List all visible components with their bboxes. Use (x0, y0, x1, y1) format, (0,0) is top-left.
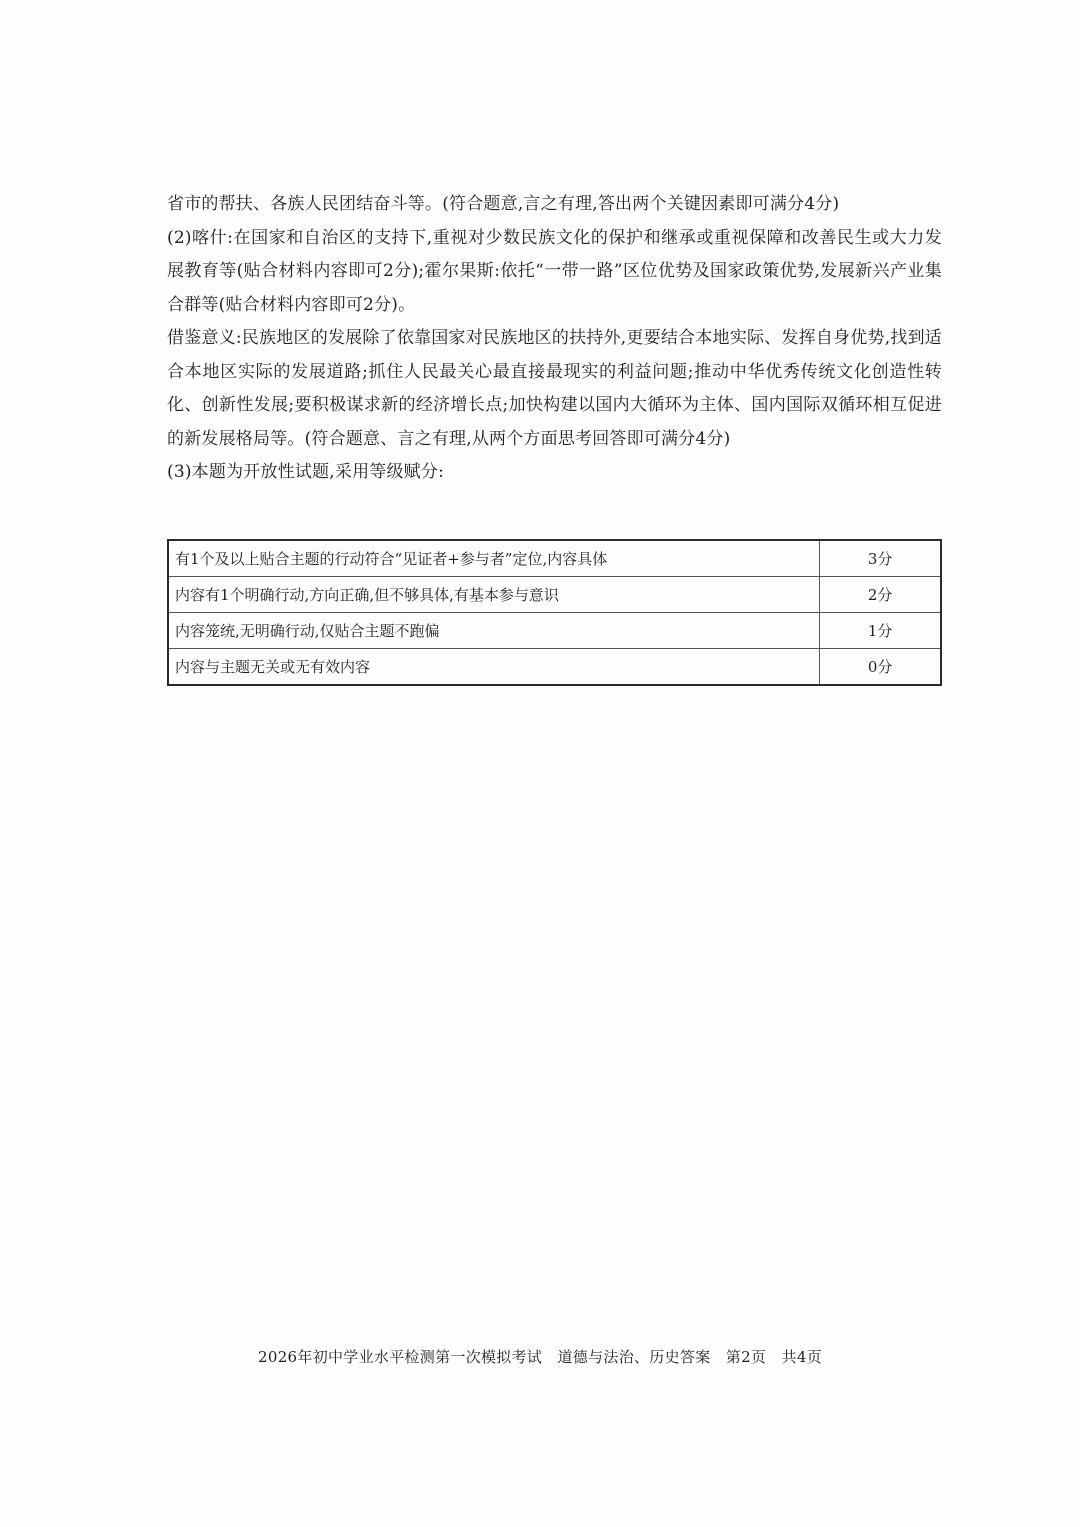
table-row (168, 577, 941, 613)
table-row (168, 613, 941, 649)
answer-paragraph-2: (2)喀什:在国家和自治区的支持下,重视对少数民族文化的保护和继承或重视保障和改善民生或大力发展教育等(贴合材料内容即可2分);霍尔果斯:依托“一带一路”区位优势及国家政策优势,发展新兴产业集合群等(贴合材料内容即可2分)。 (167, 227, 942, 315)
score-cell: 1分 (820, 613, 941, 649)
score-cell: 0分 (820, 649, 941, 686)
answer-text-block (167, 188, 942, 490)
answer-paragraph-1: 省市的帮扶、各族人民团结奋斗等。(符合题意,言之有理,答出两个关键因素即可满分4分) (167, 194, 840, 214)
table-row (168, 540, 941, 577)
page-footer: 2026年初中学业水平检测第一次模拟考试 道德与法治、历史答案 第2页 共4页 (258, 1348, 822, 1366)
score-cell: 3分 (820, 540, 941, 577)
answer-paragraph-3: 借鉴意义:民族地区的发展除了依靠国家对民族地区的扶持外,更要结合本地实际、发挥自身优势,找到适合本地区实际的发展道路;抓住人民最关心最直接最现实的利益问题;推动中华优秀传统文化创造性转化、创新性发展;要积极谋求新的经济增长点;加快构建以国内大循环为主体、国内国际双循环相互促进的新发展格局等。(符合题意、言之有理,从两个方面思考回答即可满分4分) (167, 328, 942, 449)
grading-table (167, 539, 942, 686)
criterion-cell: 内容笼统,无明确行动,仅贴合主题不跑偏 (168, 613, 820, 649)
score-cell: 2分 (820, 577, 941, 613)
criterion-cell: 内容与主题无关或无有效内容 (168, 649, 820, 686)
criterion-cell: 内容有1个明确行动,方向正确,但不够具体,有基本参与意识 (168, 577, 820, 613)
answer-paragraph-4: (3)本题为开放性试题,采用等级赋分: (167, 462, 445, 482)
table-row (168, 649, 941, 686)
criterion-cell: 有1个及以上贴合主题的行动符合“见证者+参与者”定位,内容具体 (168, 540, 820, 577)
